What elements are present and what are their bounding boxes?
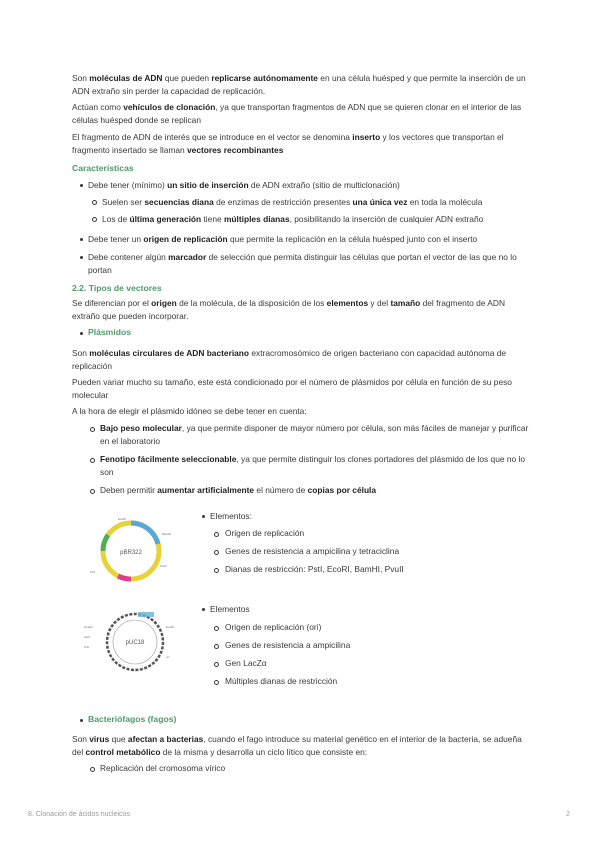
fig1-heading: Elementos: [210,511,252,521]
bullet-icon [90,458,95,463]
plasmidos-heading: Plásmidos [88,327,131,337]
fig1-item: Origen de replicación [225,528,305,538]
list-item: Debe tener (mínimo) un sitio de inserción de ADN extraño (sitio de multiclonación) [88,180,400,190]
bullet-icon [202,608,205,611]
footer-chapter-title: 8. Clonación de ácidos nucleicos [28,811,130,818]
list-item: Replicación del cromosoma vírico [100,763,226,773]
plasmid-center-label: pUC18 [125,640,145,646]
lacz-region [138,612,154,617]
bullet-icon [214,680,219,685]
bullet-icon [214,532,219,537]
bullet-icon [90,427,95,432]
bullet-icon [90,489,95,494]
bullet-icon [80,238,83,241]
plasmid-center-label: pBR322 [120,550,142,556]
intro-paragraph-2: Actúan como vehículos de clonación, ya que transportan fragmentos de ADN que se quieren clonar en el interior de las células huésped donde se replican [72,102,522,125]
plasmidos-paragraph-3: A la hora de elegir el plásmido idóneo se debe tener en cuenta: [72,406,307,416]
site-label-decorative: ori [166,655,170,659]
bullet-icon [202,515,205,518]
fagos-heading: Bacteriófagos (fagos) [88,714,177,724]
bullet-icon [90,767,95,772]
list-item: Bajo peso molecular, ya que permite disponer de mayor número por célula, son más fáciles de manejar y purificar en el laboratorio [100,423,529,446]
bullet-icon [80,184,83,187]
bullet-icon [214,662,219,667]
site-label-decorative: PstI [90,570,96,574]
tipos-paragraph: Se diferencian por el origen de la molécula, de la disposición de los elementos y del tamaño del fragmento de ADN extraño que pueden incorporar. [72,298,505,321]
bullet-icon [214,626,219,631]
puc18-plasmid-map [80,598,190,684]
tipos-heading: 2.2. Tipos de vectores [72,283,162,293]
list-item: Suelen ser secuencias diana de enzimas de restricción presentes una única vez en toda la molécula [102,197,483,207]
bullet-icon [214,644,219,649]
site-label-decorative: SphI [84,635,91,639]
plasmidos-paragraph-1: Son moléculas circulares de ADN bacteriano extracromosómico de origen bacteriano con capacidad autónoma de replicación [72,348,507,371]
list-item: Debe tener un origen de replicación que permite la replicación en la célula huésped junto con el inserto [88,234,478,244]
bullet-icon [92,200,97,205]
footer-page-number: 2 [566,811,570,818]
tet-gene-arc [131,523,158,544]
list-item: Los de última generación tiene múltiples dianas, posibilitando la inserción de cualquier ADN extraño [102,214,484,224]
plasmidos-paragraph-2: Pueden variar mucho su tamaño, este está condicionado por el número de plásmidos por célula en función de su peso molecular [72,377,512,400]
site-label-decorative: BamHI [162,532,172,536]
site-label-decorative: EcoRI [166,625,175,629]
fig1-item: Genes de resistencia a ampicilina y tetraciclina [225,546,400,556]
list-item: Debe contener algún marcador de selección que permita distinguir las células que portan el vector de las que no lo portan [88,252,517,275]
fig2-item: Origen de replicación (ori) [225,622,322,632]
site-label-decorative: PvuII [160,564,167,568]
bullet-icon [80,719,83,722]
bullet-icon [214,568,219,573]
fig2-item: Genes de resistencia a ampicilina [225,640,351,650]
bullet-icon [92,217,97,222]
bullet-icon [80,332,83,335]
fagos-paragraph: Son virus que afectan a bacterias, cuando el fago introduce su material genético en el interior de la bacteria, se adueña del control metabólico de la misma y desarrolla un ciclo lítico que consiste en: [72,734,522,757]
intro-paragraph-1: Son moléculas de ADN que pueden replicarse autónomamente en una célula huésped y que permite la inserción de un ADN extraño sin perder la capacidad de replicación. [72,73,526,96]
bullet-icon [214,550,219,555]
site-label-decorative: PstI [84,645,90,649]
pbr322-plasmid-map [88,511,194,589]
list-item: Deben permitir aumentar artificialmente el número de copias por célula [100,485,377,495]
intro-paragraph-3: El fragmento de ADN de interés que se introduce en el vector se denomina inserto y los vectores que transportan el fragmento insertado se llaman vectores recombinantes [72,132,504,155]
fig1-item: Dianas de restricción: PstI, EcoRI, BamHI, PvuII [225,564,404,574]
ori-arc [103,535,108,551]
site-label-decorative: HindIII [84,625,93,629]
bullet-icon [80,256,83,259]
fig2-item: Gen LacZα [225,658,267,668]
caracteristicas-heading: Características [72,163,134,173]
site-label-decorative: EcoRI [118,517,127,521]
list-item: Fenotipo fácilmente seleccionable, ya que permite distinguir los clones portadores del plásmido de los que no lo son [100,454,526,477]
fig2-heading: Elementos [210,604,250,614]
fig2-item: Múltiples dianas de restricción [225,676,338,686]
